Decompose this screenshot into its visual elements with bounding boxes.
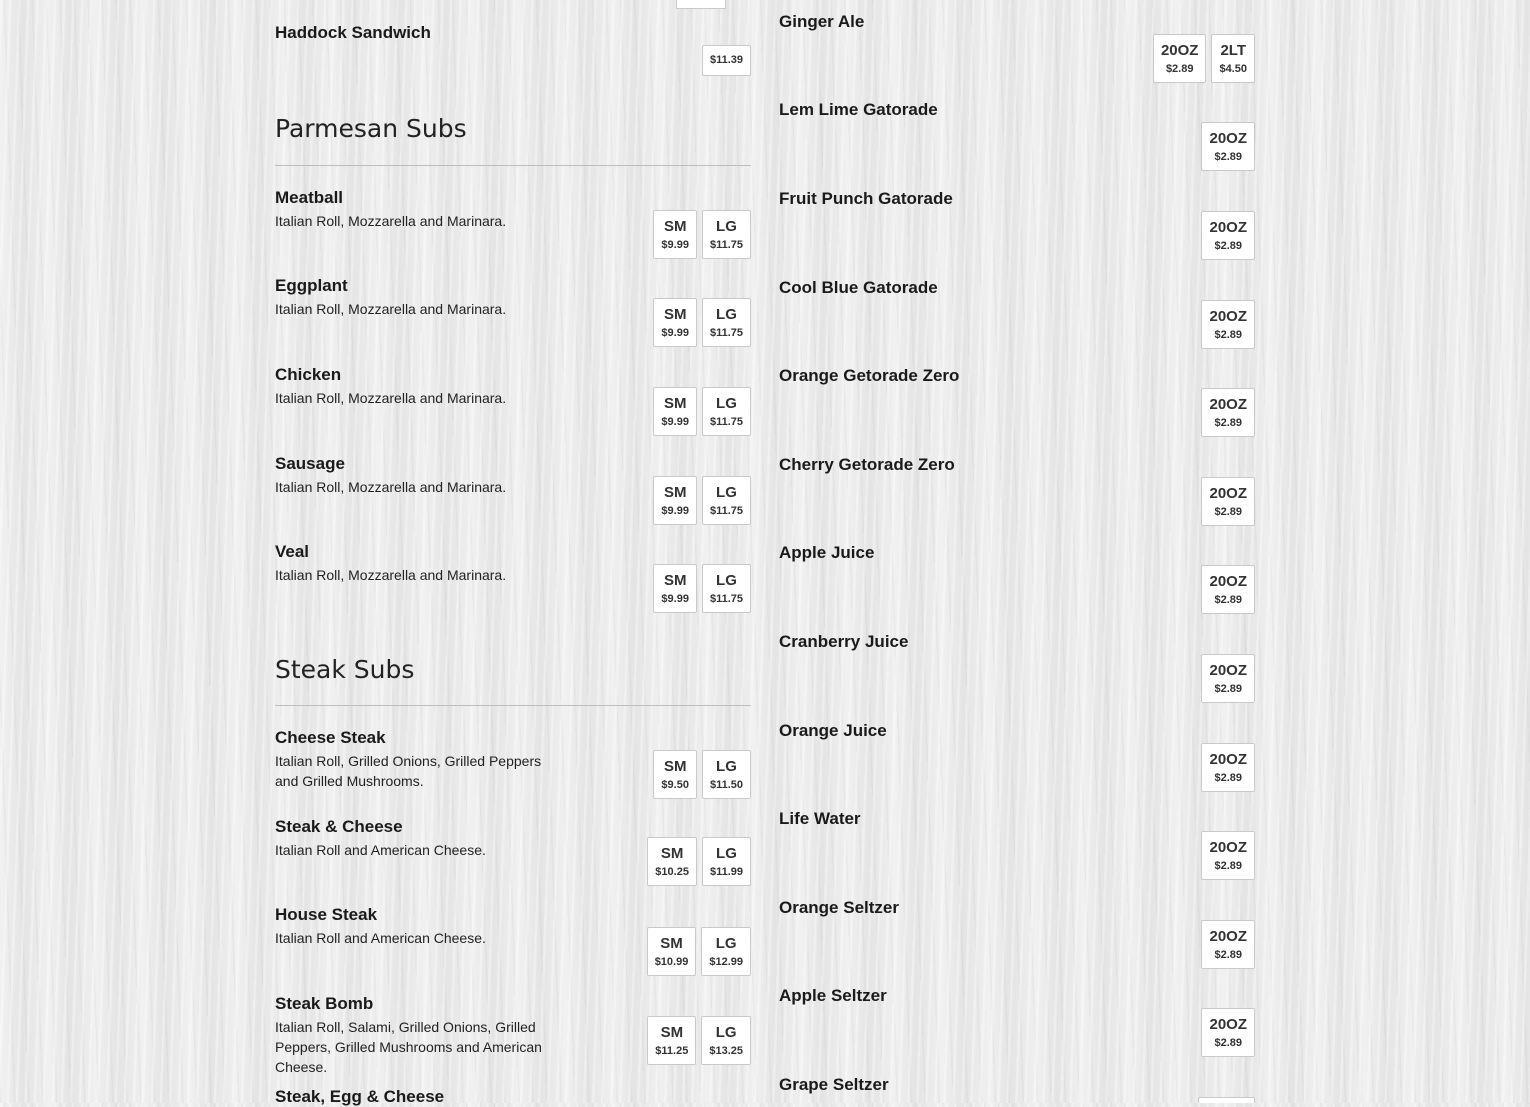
price-amount: $10.99 <box>654 956 689 968</box>
price-amount: $12.99 <box>709 956 743 968</box>
menu-item-veal[interactable] <box>275 542 751 617</box>
price-amount: $2.89 <box>1214 683 1242 695</box>
item-name: Haddock Sandwich <box>275 23 431 42</box>
price-option-large[interactable] <box>702 476 751 525</box>
price-option-large[interactable] <box>701 1016 751 1065</box>
price-option-small[interactable] <box>653 564 697 613</box>
drink-item-ginger-ale[interactable] <box>779 12 1255 87</box>
item-name: Veal <box>275 542 310 561</box>
price-option-20oz[interactable] <box>1153 34 1207 83</box>
menu-item-steak-and-cheese[interactable] <box>275 817 751 892</box>
price-amount: $9.99 <box>661 239 689 251</box>
price-amount: $10.25 <box>655 866 689 878</box>
price-option-small[interactable] <box>653 387 697 436</box>
price-option-20oz[interactable] <box>1201 565 1255 614</box>
drink-item-orange-juice[interactable] <box>779 721 1255 796</box>
price-option-20oz[interactable] <box>1201 743 1255 792</box>
size-label: LG <box>715 1024 737 1041</box>
price-amount: $9.99 <box>661 593 689 605</box>
size-label: 20OZ <box>1209 573 1247 590</box>
size-label: SM <box>663 758 687 775</box>
price-amount: $2.89 <box>1214 594 1242 606</box>
item-name: Orange Seltzer <box>779 898 899 917</box>
size-label: LG <box>716 218 737 235</box>
price-amount: $13.25 <box>709 1045 743 1057</box>
size-label: LG <box>716 758 737 775</box>
price-amount: $2.89 <box>1214 772 1242 784</box>
price-option-small[interactable] <box>653 476 697 525</box>
drink-item-cherry-gatorade-zero[interactable] <box>779 455 1255 530</box>
menu-item-house-steak[interactable] <box>275 905 751 980</box>
price-option-small[interactable] <box>647 837 697 886</box>
price-amount: $11.75 <box>709 416 743 428</box>
drink-item-life-water[interactable] <box>779 809 1255 884</box>
item-name: Steak Bomb <box>275 994 374 1013</box>
size-label: LG <box>716 395 737 412</box>
section-title-parmesan-subs: Parmesan Subs <box>275 114 467 143</box>
size-label: SM <box>663 306 687 323</box>
size-label: 20OZ <box>1209 1016 1247 1033</box>
price-option-20oz[interactable] <box>1201 1008 1255 1057</box>
size-label: 20OZ <box>1209 751 1247 768</box>
size-label: LG <box>716 845 737 862</box>
price-amount: $2.89 <box>1214 506 1242 518</box>
price-option-20oz[interactable] <box>1201 831 1255 880</box>
size-label: 20OZ <box>1160 42 1199 59</box>
price-amount: $9.50 <box>661 779 689 791</box>
size-label: 20OZ <box>1209 130 1247 147</box>
item-description: Italian Roll and American Cheese. <box>275 842 486 858</box>
drink-item-lem-lime-gatorade[interactable] <box>779 100 1255 175</box>
price-amount: $11.50 <box>709 779 743 791</box>
drink-item-apple-seltzer[interactable] <box>779 986 1255 1061</box>
price-option-small[interactable] <box>653 210 697 259</box>
price-amount: $2.89 <box>1165 63 1194 75</box>
price-amount: $4.50 <box>1219 63 1247 75</box>
item-name: Steak & Cheese <box>275 817 403 836</box>
item-name: Fruit Punch Gatorade <box>779 189 953 208</box>
item-name: Cool Blue Gatorade <box>779 278 938 297</box>
price-option-large[interactable] <box>702 387 751 436</box>
drink-item-apple-juice[interactable] <box>779 543 1255 618</box>
size-label: SM <box>663 484 687 501</box>
price-amount: $2.89 <box>1214 860 1242 872</box>
menu-item-sausage[interactable] <box>275 454 751 529</box>
price-amount: $2.89 <box>1214 1037 1242 1049</box>
price-option-20oz[interactable] <box>1201 477 1255 526</box>
item-name: Orange Getorade Zero <box>779 366 960 385</box>
item-description: Italian Roll, Mozzarella and Marinara. <box>275 567 507 583</box>
size-label: LG <box>716 572 737 589</box>
price-option-2lt[interactable] <box>1211 34 1255 83</box>
item-description: Italian Roll, Salami, Grilled Onions, Grilled Peppers, Grilled Mushrooms and American Cheese. <box>275 1019 542 1075</box>
price-option-small[interactable] <box>647 927 697 976</box>
size-label: SM <box>660 1024 684 1041</box>
item-name: Eggplant <box>275 276 348 295</box>
item-description: Italian Roll, Mozzarella and Marinara. <box>275 301 507 317</box>
price-option-small[interactable] <box>647 1016 696 1065</box>
drink-item-cranberry-juice[interactable] <box>779 632 1255 707</box>
size-label: LG <box>716 306 737 323</box>
price-amount: $9.99 <box>661 416 689 428</box>
size-label: SM <box>660 845 684 862</box>
drink-item-orange-seltzer[interactable] <box>779 898 1255 973</box>
price-option-large[interactable] <box>702 564 751 613</box>
section-divider <box>275 165 751 166</box>
size-label: SM <box>660 935 683 952</box>
price-option-20oz[interactable] <box>1201 654 1255 703</box>
size-label: 20OZ <box>1209 485 1247 502</box>
item-name: Chicken <box>275 365 342 384</box>
price-option-20oz[interactable] <box>1201 388 1255 437</box>
size-label: LG <box>715 935 737 952</box>
menu-item-steak-bomb[interactable] <box>275 994 751 1079</box>
item-name: Orange Juice <box>779 721 887 740</box>
item-name: Apple Juice <box>779 543 875 562</box>
price-amount: $2.89 <box>1214 417 1242 429</box>
price-option[interactable] <box>702 45 751 76</box>
price-option-20oz[interactable] <box>1201 300 1255 349</box>
drink-item-fruit-punch-gatorade[interactable] <box>779 189 1255 264</box>
item-name: Cherry Getorade Zero <box>779 455 955 474</box>
price-amount: $11.75 <box>709 505 743 517</box>
price-option-large[interactable] <box>702 750 751 799</box>
price-amount: $11.75 <box>709 327 743 339</box>
price-amount: $11.99 <box>709 866 743 878</box>
price-amount: $11.25 <box>655 1045 689 1057</box>
item-name: Steak, Egg & Cheese <box>275 1087 445 1106</box>
size-label: 20OZ <box>1209 662 1247 679</box>
item-name: Cheese Steak <box>275 728 386 747</box>
price-amount: $9.99 <box>661 327 689 339</box>
price-option-large[interactable] <box>702 210 751 259</box>
price-amount: $2.89 <box>1214 240 1242 252</box>
drink-item-grape-seltzer[interactable] <box>779 1075 1255 1103</box>
item-name: Sausage <box>275 454 345 473</box>
menu-item-haddock-sandwich[interactable] <box>275 23 751 83</box>
size-label: 2LT <box>1220 42 1247 59</box>
section-divider <box>275 705 751 706</box>
size-label: 20OZ <box>1209 839 1247 856</box>
price-amount: $2.89 <box>1214 329 1242 341</box>
item-name: Cranberry Juice <box>779 632 909 651</box>
size-label: LG <box>716 484 737 501</box>
size-label: SM <box>663 395 687 412</box>
menu-item-eggplant[interactable] <box>275 276 751 351</box>
section-title-steak-subs: Steak Subs <box>275 655 415 684</box>
item-name: Ginger Ale <box>779 12 865 31</box>
price-option-large[interactable] <box>701 927 751 976</box>
price-option-small[interactable] <box>653 750 697 799</box>
price-option-20oz[interactable] <box>1201 122 1255 171</box>
drink-item-cool-blue-gatorade[interactable] <box>779 278 1255 353</box>
menu-item-cheese-steak[interactable] <box>275 728 751 808</box>
price-amount: $11.75 <box>709 593 743 605</box>
drink-item-orange-gatorade-zero[interactable] <box>779 366 1255 441</box>
size-label: 20OZ <box>1209 308 1247 325</box>
price-option-small[interactable] <box>653 298 697 347</box>
item-name: House Steak <box>275 905 378 924</box>
price-option-large[interactable] <box>702 837 751 886</box>
item-name: Grape Seltzer <box>779 1075 889 1094</box>
size-label: 20OZ <box>1209 219 1247 236</box>
size-label: 20OZ <box>1209 928 1247 945</box>
price-amount: $9.99 <box>661 505 689 517</box>
item-name: Lem Lime Gatorade <box>779 100 938 119</box>
price-amount: $2.89 <box>1214 949 1242 961</box>
menu-item-steak-egg-cheese[interactable] <box>275 1087 751 1106</box>
price-box-partial[interactable] <box>676 0 726 9</box>
item-description: Italian Roll, Mozzarella and Marinara. <box>275 479 507 495</box>
menu-item-chicken[interactable] <box>275 365 751 440</box>
item-description: Italian Roll, Mozzarella and Marinara. <box>275 390 507 406</box>
item-name: Life Water <box>779 809 861 828</box>
price-option-large[interactable] <box>702 298 751 347</box>
item-description: Italian Roll, Mozzarella and Marinara. <box>275 213 507 229</box>
item-name: Meatball <box>275 188 344 207</box>
price-option-20oz[interactable] <box>1201 920 1255 969</box>
price-amount: $2.89 <box>1214 151 1242 163</box>
menu-item-meatball[interactable] <box>275 188 751 263</box>
size-label: SM <box>663 218 687 235</box>
size-label: SM <box>663 572 687 589</box>
price-amount: $11.39 <box>709 54 743 66</box>
size-label: 20OZ <box>1209 396 1247 413</box>
price-option-20oz[interactable] <box>1201 211 1255 260</box>
item-description: Italian Roll, Grilled Onions, Grilled Peppers and Grilled Mushrooms. <box>275 753 542 789</box>
price-amount: $11.75 <box>709 239 743 251</box>
price-option-partial[interactable] <box>1198 1097 1255 1103</box>
item-name: Apple Seltzer <box>779 986 887 1005</box>
item-description: Italian Roll and American Cheese. <box>275 930 486 946</box>
